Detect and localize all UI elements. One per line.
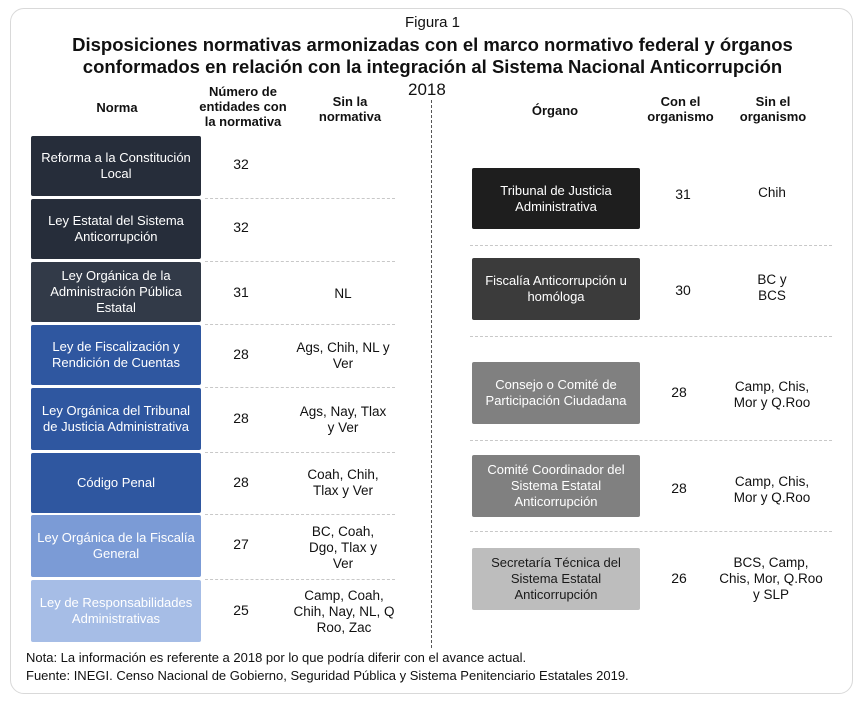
row-separator bbox=[205, 514, 395, 515]
organo-sin: Chih bbox=[758, 185, 786, 200]
organo-box: Comité Coordinador del Sistema Estatal Anticorrupción bbox=[472, 455, 640, 517]
norma-count: 31 bbox=[233, 284, 249, 300]
organo-box: Consejo o Comité de Participación Ciudadana bbox=[472, 362, 640, 424]
norma-sin: NL bbox=[334, 286, 352, 301]
row-separator bbox=[470, 531, 832, 532]
norma-sin bbox=[287, 199, 399, 259]
norma-count: 28 bbox=[233, 474, 249, 490]
organo-sin: Camp, Chis, Mor y Q.Roo bbox=[733, 379, 811, 410]
norma-box: Ley Orgánica del Tribunal de Justicia Administrativa bbox=[31, 388, 201, 450]
fuente-text: Fuente: INEGI. Censo Nacional de Gobierno, Seguridad Pública y Sistema Penitenciario Estatales 2019. bbox=[26, 668, 629, 683]
organo-count: 28 bbox=[671, 480, 687, 496]
header-numero-entidades: Número de entidades con la normativa bbox=[199, 84, 287, 129]
norma-box: Ley Estatal del Sistema Anticorrupción bbox=[31, 199, 201, 259]
norma-box: Ley de Responsabilidades Administrativas bbox=[31, 580, 201, 642]
title-line-2: conformados en relación con la integración al Sistema Nacional Anticorrupción bbox=[82, 56, 783, 77]
nota-text: Nota: La información es referente a 2018 por lo que podría diferir con el avance actual. bbox=[26, 650, 527, 665]
norma-count: 32 bbox=[233, 156, 249, 172]
norma-sin: Coah, Chih, Tlax y Ver bbox=[307, 467, 379, 498]
norma-sin: Ags, Nay, Tlax y Ver bbox=[299, 404, 387, 435]
figure-year: 2018 bbox=[408, 80, 446, 99]
norma-count: 32 bbox=[233, 219, 249, 235]
header-con-organismo: Con el organismo bbox=[647, 94, 714, 124]
figure-label: Figura 1 bbox=[404, 14, 461, 31]
organo-box: Fiscalía Anticorrupción u homóloga bbox=[472, 258, 640, 320]
norma-box: Reforma a la Constitución Local bbox=[31, 136, 201, 196]
norma-box: Ley Orgánica de la Administración Pública Estatal bbox=[31, 262, 201, 322]
header-sin-normativa: Sin la normativa bbox=[318, 94, 382, 124]
organo-count: 30 bbox=[675, 282, 691, 298]
organo-box: Secretaría Técnica del Sistema Estatal Anticorrupción bbox=[472, 548, 640, 610]
organo-count: 28 bbox=[671, 384, 687, 400]
organo-sin: Camp, Chis, Mor y Q.Roo bbox=[733, 474, 811, 505]
organo-box: Tribunal de Justicia Administrativa bbox=[472, 168, 640, 229]
organo-sin: BCS, Camp, Chis, Mor, Q.Roo y SLP bbox=[719, 555, 823, 602]
norma-box: Código Penal bbox=[31, 453, 201, 513]
header-norma: Norma bbox=[96, 100, 138, 115]
norma-count: 27 bbox=[233, 536, 249, 552]
organo-sin: BC y BCS bbox=[757, 272, 787, 303]
header-sin-organismo: Sin el organismo bbox=[739, 94, 807, 124]
organo-count: 31 bbox=[675, 186, 691, 202]
row-separator bbox=[470, 440, 832, 441]
header-organo: Órgano bbox=[531, 103, 579, 118]
norma-count: 25 bbox=[233, 602, 249, 618]
figure-title bbox=[20, 34, 845, 78]
norma-box: Ley Orgánica de la Fiscalía General bbox=[31, 515, 201, 577]
norma-count: 28 bbox=[233, 346, 249, 362]
norma-box: Ley de Fiscalización y Rendición de Cuentas bbox=[31, 325, 201, 385]
row-separator bbox=[470, 336, 832, 337]
norma-sin: Ags, Chih, NL y Ver bbox=[296, 340, 390, 371]
column-divider bbox=[431, 100, 432, 648]
title-line-1: Disposiciones normativas armonizadas con el marco normativo federal y órganos bbox=[72, 34, 793, 55]
norma-sin: BC, Coah, Dgo, Tlax y Ver bbox=[308, 524, 378, 571]
organo-count: 26 bbox=[671, 570, 687, 586]
norma-sin: Camp, Coah, Chih, Nay, NL, Q Roo, Zac bbox=[293, 588, 395, 635]
norma-sin bbox=[287, 136, 399, 196]
norma-count: 28 bbox=[233, 410, 249, 426]
row-separator bbox=[470, 245, 832, 246]
